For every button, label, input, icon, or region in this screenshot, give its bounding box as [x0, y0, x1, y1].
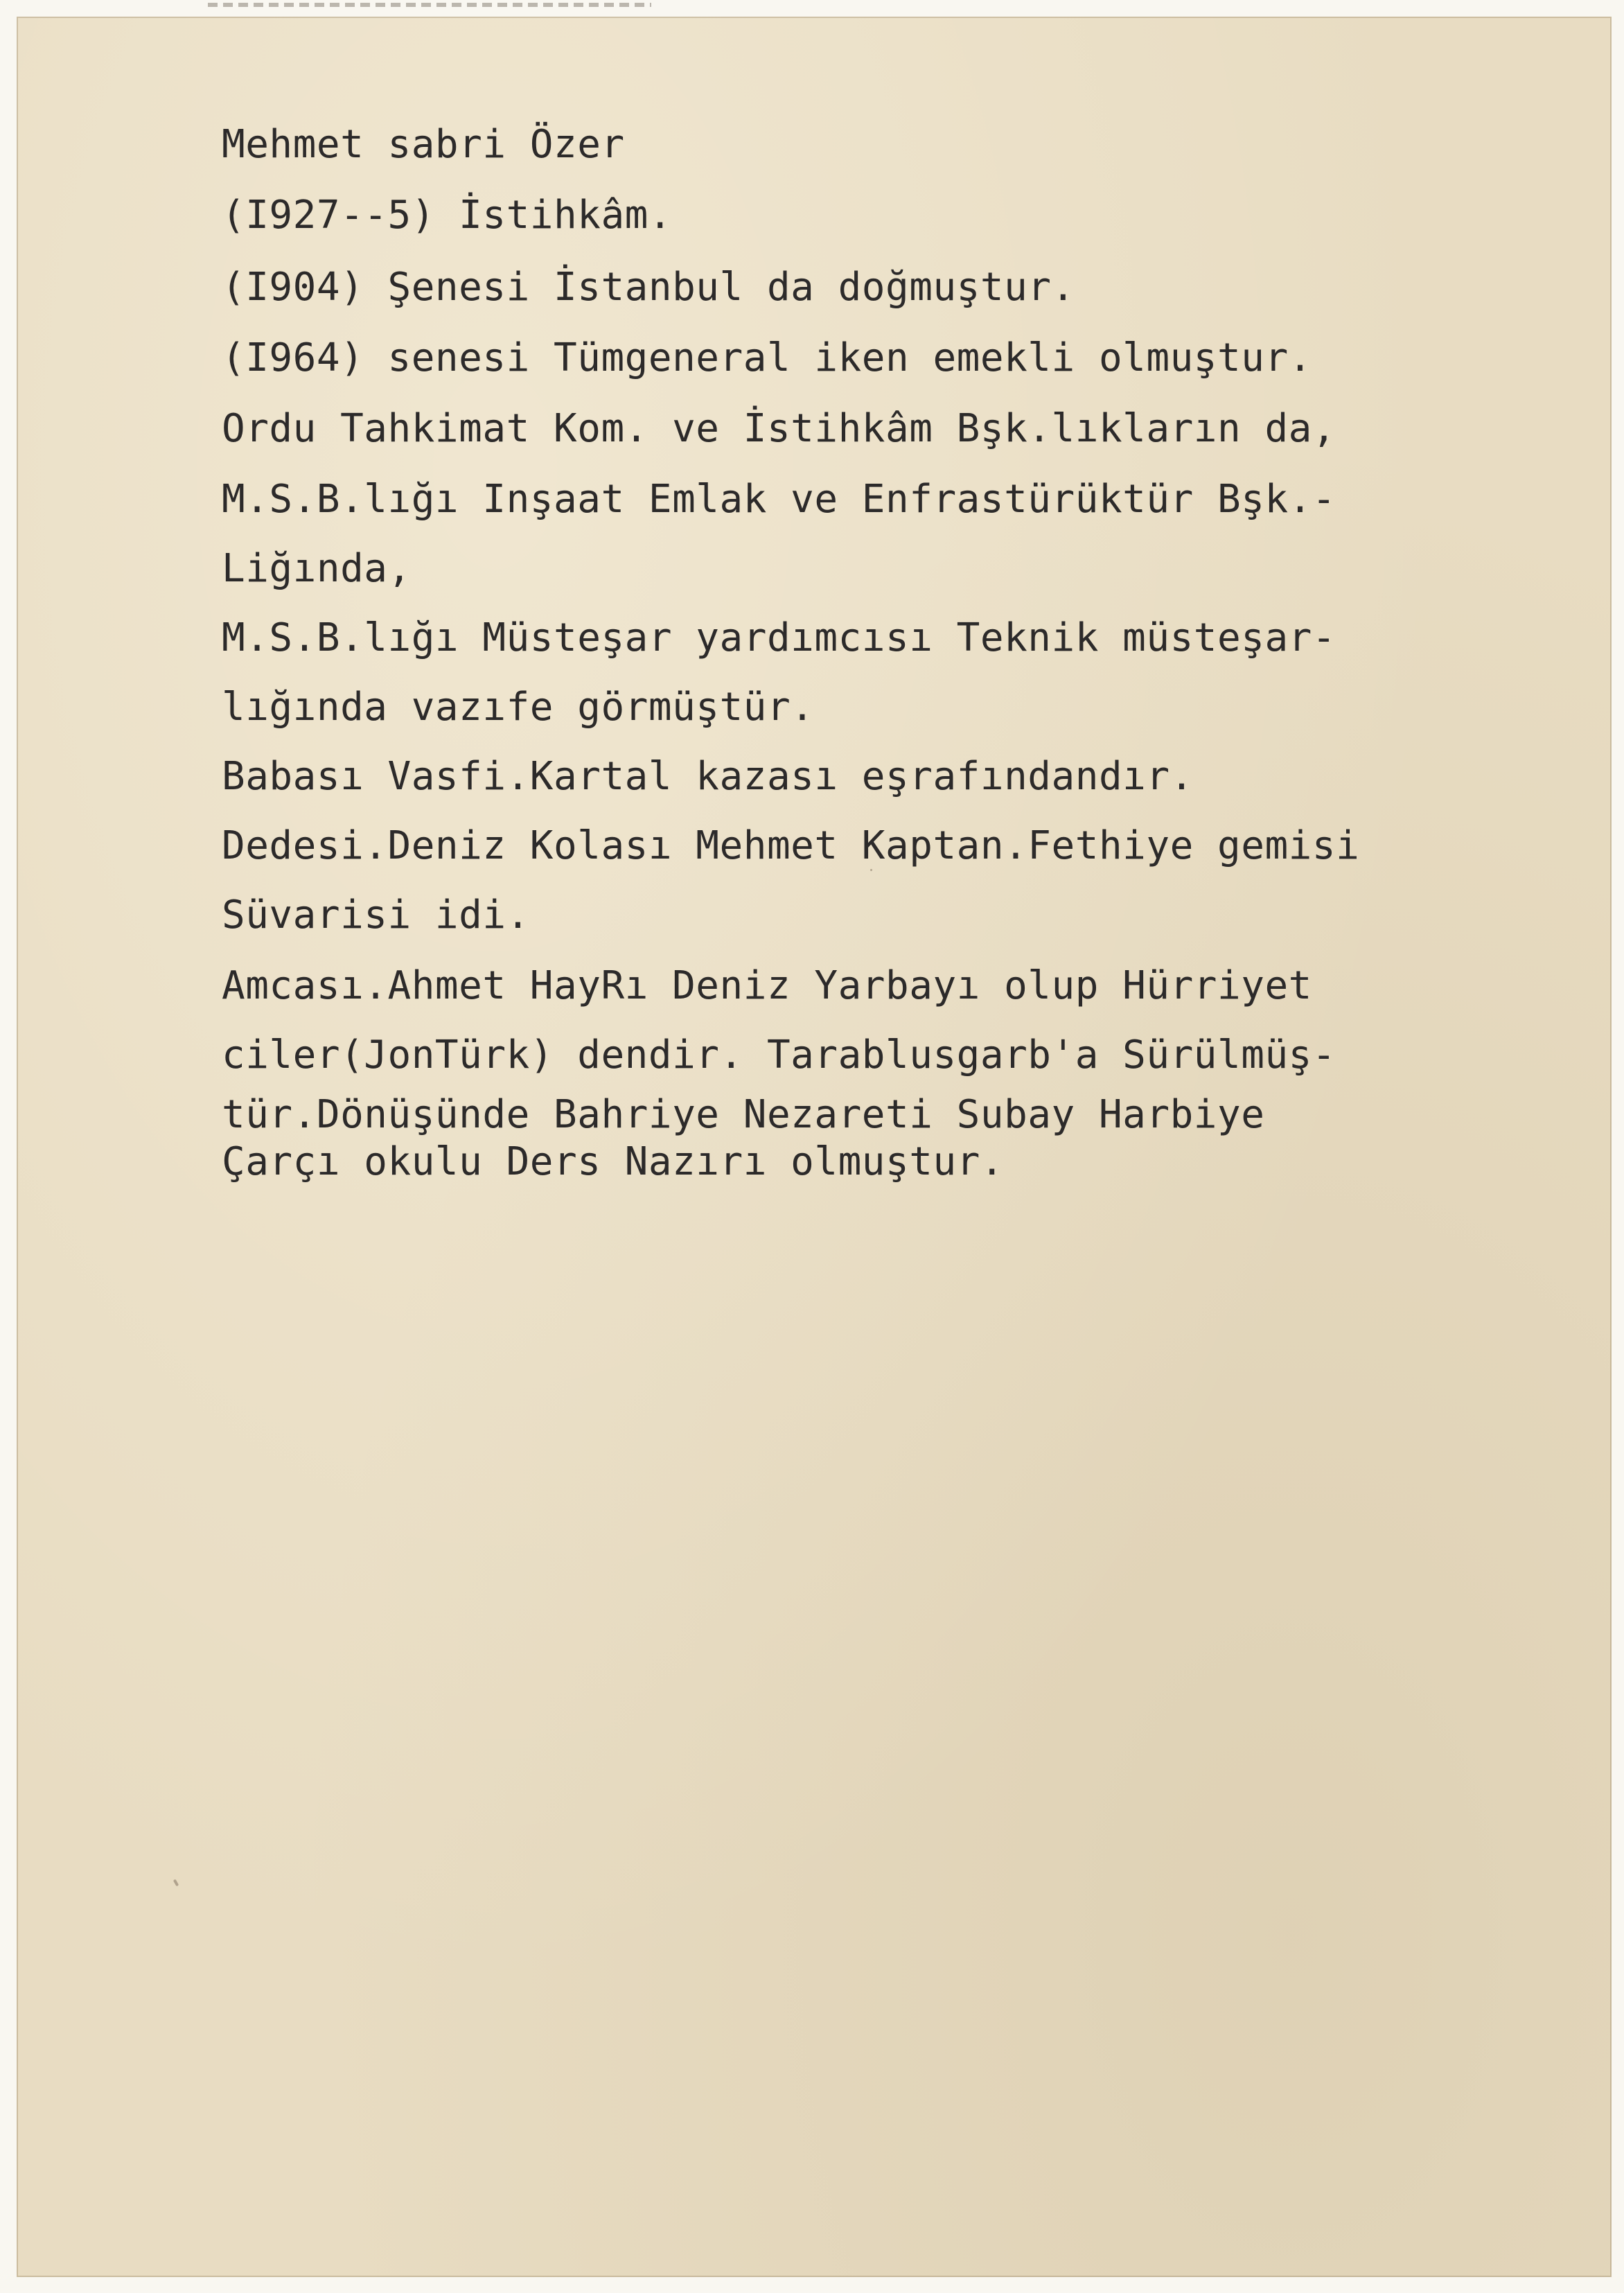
text-line-career-3: Liğında, [222, 546, 412, 591]
paper-speck [870, 869, 872, 871]
text-line-uncle-1: Amcası.Ahmet HayRı Deniz Yarbayı olup Hürriyet [222, 963, 1312, 1008]
text-line-uncle-4: Çarçı okulu Ders Nazırı olmuştur. [222, 1139, 1005, 1184]
text-line-birth: (I904) Şenesi İstanbul da doğmuştur. [222, 265, 1075, 310]
text-line-uncle-3: tür.Dönüşünde Bahriye Nezareti Subay Harbiye [222, 1092, 1265, 1137]
text-line-retirement: (I964) senesi Tümgeneral iken emekli olmuştur. [222, 335, 1312, 380]
text-line-service-class: (I927--5) İstihkâm. [222, 193, 673, 238]
torn-top-edge [208, 3, 651, 7]
text-line-career-2: M.S.B.lığı Inşaat Emlak ve Enfrastürüktür Bşk.- [222, 477, 1336, 522]
text-line-career-5: lığında vazıfe görmüştür. [222, 685, 815, 730]
text-line-grandfather-2: Süvarisi idi. [222, 893, 530, 938]
paper-speck [173, 1879, 179, 1887]
text-line-name: Mehmet sabri Özer [222, 122, 625, 167]
text-line-career-4: M.S.B.lığı Müsteşar yardımcısı Teknik müsteşar- [222, 615, 1336, 660]
text-line-grandfather-1: Dedesi.Deniz Kolası Mehmet Kaptan.Fethiye gemisi [222, 823, 1360, 868]
typewritten-page [17, 17, 1612, 2277]
text-line-career-1: Ordu Tahkimat Kom. ve İstihkâm Bşk.lıkların da, [222, 406, 1336, 451]
text-line-father: Babası Vasfi.Kartal kazası eşrafındandır. [222, 754, 1194, 799]
text-line-uncle-2: ciler(JonTürk) dendir. Tarablusgarb'a Sürülmüş- [222, 1033, 1336, 1078]
